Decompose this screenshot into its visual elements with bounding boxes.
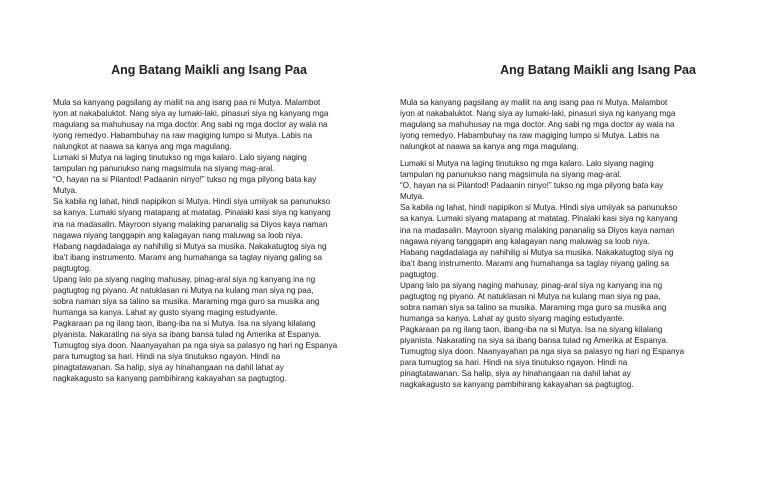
- text-line: pagtugtog.: [53, 263, 92, 273]
- text-line: ina na madasalin. Mayroon siyang malaking pananalig sa Diyos kaya naman: [53, 219, 328, 229]
- text-line: nalungkot at naawa sa kanya ang mga magulang.: [53, 142, 232, 152]
- text-line: Pagkaraan pa ng ilang taon, ibang-iba na si Mutya. Isa na siyang kilalang: [400, 324, 663, 334]
- text-line: tampulan ng panunukso nang magsimula na siyang mag-aral.: [400, 170, 622, 180]
- text-line: Lumaki si Mutya na laging tinutukso ng mga kalaro. Lalo siyang naging: [53, 153, 307, 163]
- text-line: Mutya.: [53, 186, 78, 196]
- text-line: Mula sa kanyang pagsilang ay maliit na ang isang paa ni Mutya. Malambot: [400, 98, 668, 107]
- text-line: para tumugtog sa hari. Hindi na siya tinutukso ngayon. Hindi na: [400, 358, 628, 368]
- text-line: iba’t ibang instrumento. Marami ang humahanga sa taglay niyang galing sa: [53, 252, 323, 262]
- text-line: iyong remedyo. Habambuhay na raw magiging lumpo si Mutya. Labis na: [53, 131, 313, 141]
- text-line: Sa kabila ng lahat, hindi napipikon si Mutya. Hindi siya umiiyak sa panunukso: [400, 203, 678, 213]
- text-line: sa kanya. Lumaki siyang matapang at matatag. Pinalaki kasi siya ng kanyang: [400, 214, 678, 224]
- text-line: “O, hayan na si Pilantod! Padaanin ninyo!” tukso ng mga pilyong bata kay: [400, 181, 664, 191]
- text-line: piyanista. Nakarating na siya sa ibang bansa tulad ng Amerika at Espanya.: [53, 329, 322, 339]
- text-line: pagtugtog.: [400, 269, 439, 279]
- text-line: piyanista. Nakarating na siya sa ibang bansa tulad ng Amerika at Espanya.: [400, 335, 669, 345]
- text-line: magulang sa mahuhusay na mga doctor. Ang sabi ng mga doctor ay wala na: [53, 120, 328, 130]
- text-line: Habang nagdadalaga ay nahihilig si Mutya sa musika. Nakakatugtog siya ng: [400, 247, 674, 257]
- page-title: Ang Batang Maikli ang Isang Paa: [111, 63, 307, 77]
- text-line: Mula sa kanyang pagsilang ay maliit na ang isang paa ni Mutya. Malambot: [53, 98, 321, 107]
- text-line: para tumugtog sa hari. Hindi na siya tinutukso ngayon. Hindi na: [53, 352, 281, 362]
- text-line: magulang sa mahuhusay na mga doctor. Ang sabi ng mga doctor ay wala na: [400, 120, 675, 130]
- story-text: [400, 97, 722, 390]
- text-line: sa kanya. Lumaki siyang matapang at matatag. Pinalaki kasi siya ng kanyang: [53, 208, 331, 218]
- text-line: tampulan ng panunukso nang magsimula na siyang mag-aral.: [53, 164, 275, 174]
- text-line: sobra naman siya sa talino sa musika. Maraming mga guro sa musika ang: [53, 296, 320, 306]
- text-line: sobra naman siya sa talino sa musika. Maraming mga guro sa musika ang: [400, 302, 667, 312]
- text-line: Mutya.: [400, 192, 425, 202]
- text-line: Upang lalo pa siyang naging mahusay, pinag-aral siya ng kanyang ina ng: [400, 280, 663, 290]
- text-line: iyon at nakabaluktot. Nang siya ay lumaki-laki, pinasuri siya ng kanyang mga: [53, 109, 329, 119]
- text-line: Sa kabila ng lahat, hindi napipikon si Mutya. Hindi siya umiiyak sa panunukso: [53, 197, 331, 207]
- text-line: Upang lalo pa siyang naging mahusay, pinag-aral siya ng kanyang ina ng: [53, 274, 316, 284]
- text-line: ina na madasalin. Mayroon siyang malaking pananalig sa Diyos kaya naman: [400, 225, 675, 235]
- story-text: [53, 97, 375, 384]
- text-line: Lumaki si Mutya na laging tinutukso ng mga kalaro. Lalo siyang naging: [400, 159, 654, 169]
- text-line: iyon at nakabaluktot. Nang siya ay lumaki-laki, pinasuri siya ng kanyang mga: [400, 109, 676, 119]
- text-line: nagkakagusto sa kanyang pambihirang kakayahan sa pagtugtog.: [53, 374, 287, 384]
- page-title: Ang Batang Maikli ang Isang Paa: [500, 63, 696, 77]
- text-line: humanga sa kanya. Lahat ay gusto siyang maging estudyante.: [400, 313, 625, 323]
- text-line: nalungkot at naawa sa kanya ang mga magulang.: [400, 142, 579, 152]
- text-line: iba’t ibang instrumento. Marami ang humahanga sa taglay niyang galing sa: [400, 258, 670, 268]
- text-line: nagawa niyang tanggapin ang kalagayan nang maluwag sa loob niya.: [400, 236, 650, 246]
- text-line: pagtugtog ng piyano. At natuklasan ni Mutya na kulang man siya ng paa,: [400, 291, 661, 301]
- text-line: pinagtatawanan. Sa halip, siya ay hinahangaan na dahil lahat ay: [53, 363, 284, 373]
- text-line: pinagtatawanan. Sa halip, siya ay hinahangaan na dahil lahat ay: [400, 369, 631, 379]
- text-line: humanga sa kanya. Lahat ay gusto siyang maging estudyante.: [53, 307, 278, 317]
- text-line: pagtugtog ng piyano. At natuklasan ni Mutya na kulang man siya ng paa,: [53, 285, 314, 295]
- text-line: nagkakagusto sa kanyang pambihirang kakayahan sa pagtugtog.: [400, 380, 634, 390]
- right-page: [384, 0, 768, 503]
- text-line: “O, hayan na si Pilantod! Padaanin ninyo!” tukso ng mga pilyong bata kay: [53, 175, 317, 185]
- text-line: nagawa niyang tanggapin ang kalagayan nang maluwag sa loob niya.: [53, 230, 303, 240]
- text-line: iyong remedyo. Habambuhay na raw magiging lumpo si Mutya. Labis na: [400, 131, 660, 141]
- text-line: Tumugtog siya doon. Naanyayahan pa nga siya sa palasyo ng hari ng Espanya: [53, 341, 338, 351]
- text-line: Pagkaraan pa ng ilang taon, ibang-iba na si Mutya. Isa na siyang kilalang: [53, 318, 316, 328]
- text-line: Tumugtog siya doon. Naanyayahan pa nga siya sa palasyo ng hari ng Espanya: [400, 347, 685, 357]
- text-line: Habang nagdadalaga ay nahihilig si Mutya sa musika. Nakakatugtog siya ng: [53, 241, 327, 251]
